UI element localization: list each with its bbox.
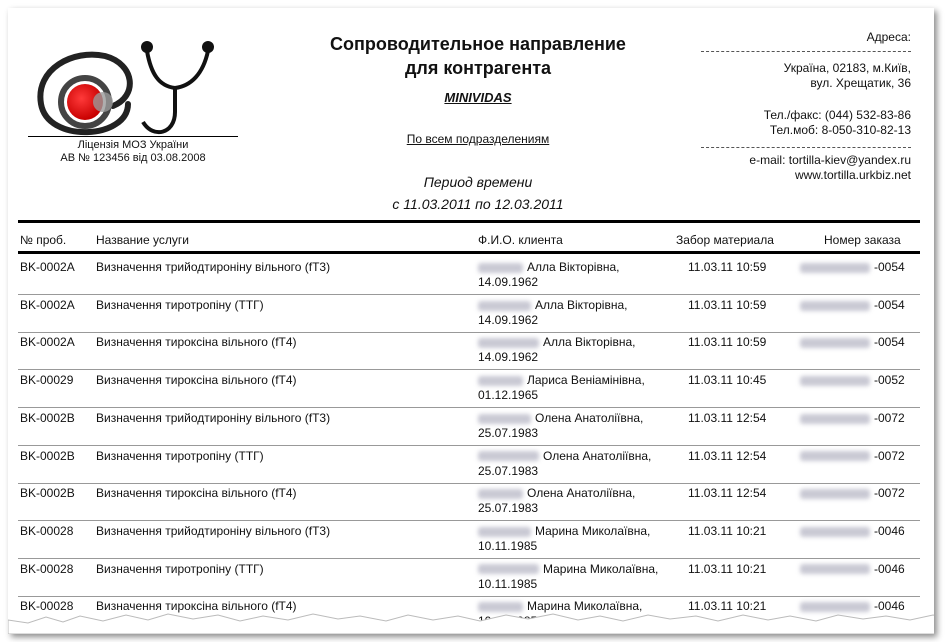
service-name: Визначення трийодтироніну вільного (fT3) bbox=[96, 523, 331, 538]
redacted-order-prefix bbox=[800, 263, 870, 273]
redacted-surname bbox=[478, 301, 531, 311]
order-suffix: -0072 bbox=[874, 486, 905, 501]
order-suffix: -0054 bbox=[874, 260, 905, 274]
client-dob: 10.11.1985 bbox=[478, 576, 538, 591]
order-suffix: -0046 bbox=[874, 561, 905, 576]
service-name: Визначення тироксіна вільного (fT4) bbox=[96, 486, 297, 501]
website: www.tortilla.urkbiz.net bbox=[794, 168, 911, 182]
collection-time: 11.03.11 10:59 bbox=[688, 335, 767, 350]
sample-id: BK-0002B bbox=[20, 486, 75, 501]
service-name: Визначення тиротропіну (ТТГ) bbox=[96, 561, 264, 576]
sample-id: BK-00028 bbox=[20, 561, 74, 576]
collection-time: 11.03.11 10:45 bbox=[688, 373, 767, 388]
license-line2: АВ № 123456 від 03.08.2008 bbox=[60, 152, 206, 164]
collection-time: 11.03.11 12:54 bbox=[688, 410, 767, 425]
redacted-order-prefix bbox=[800, 489, 870, 499]
client-name: Лариса Веніамінівна, bbox=[527, 373, 645, 388]
company-name: MINIVIDAS bbox=[444, 90, 512, 105]
order-suffix: -0046 bbox=[874, 599, 905, 614]
email: e-mail: tortilla-kiev@yandex.ru bbox=[749, 153, 911, 167]
col-sample: № проб. bbox=[20, 233, 67, 247]
redacted-order-prefix bbox=[800, 338, 870, 348]
sample-id: BK-0002A bbox=[20, 297, 75, 312]
col-client: Ф.И.О. клиента bbox=[478, 233, 563, 247]
collection-time: 11.03.11 10:59 bbox=[688, 260, 767, 274]
sample-id: BK-0002A bbox=[20, 260, 75, 274]
client-name: Олена Анатоліївна, bbox=[527, 486, 636, 501]
order-number-cell bbox=[800, 449, 905, 464]
order-number-cell bbox=[800, 298, 905, 313]
sample-id: BK-0002B bbox=[20, 410, 75, 425]
license-divider bbox=[28, 136, 238, 137]
service-name: Визначення тироксіна вільного (fT4) bbox=[96, 599, 297, 614]
header-top-rule bbox=[18, 220, 920, 223]
order-suffix: -0054 bbox=[874, 297, 905, 312]
collection-time: 11.03.11 12:54 bbox=[688, 448, 767, 463]
address-line2: вул. Хрещатик, 36 bbox=[810, 76, 911, 90]
redacted-order-prefix bbox=[800, 301, 870, 311]
table-row bbox=[18, 558, 920, 597]
title-line2: для контрагента bbox=[404, 58, 552, 78]
client-cell bbox=[478, 260, 619, 290]
redacted-order-prefix bbox=[800, 414, 870, 424]
client-name: Марина Миколаївна, bbox=[535, 523, 651, 538]
collection-time: 11.03.11 10:21 bbox=[688, 599, 767, 614]
address-line1: Україна, 02183, м.Київ, bbox=[783, 61, 911, 75]
collection-time: 11.03.11 12:54 bbox=[688, 486, 767, 501]
redacted-order-prefix bbox=[800, 451, 870, 461]
redacted-surname bbox=[478, 414, 531, 424]
client-name: Алла Вікторівна, bbox=[543, 335, 636, 350]
mobile-phone: Тел.моб: 8-050-310-82-13 bbox=[769, 123, 911, 137]
service-name: Визначення трийодтироніну вільного (fT3) bbox=[96, 260, 331, 274]
table-row bbox=[18, 294, 920, 333]
document-title bbox=[258, 32, 698, 80]
redacted-surname bbox=[478, 338, 539, 348]
sample-id: BK-00028 bbox=[20, 599, 74, 614]
order-number-cell bbox=[800, 411, 905, 426]
phone-lines bbox=[764, 108, 911, 138]
order-suffix: -0072 bbox=[874, 410, 905, 425]
service-name: Визначення тироксіна вільного (fT4) bbox=[96, 373, 297, 388]
client-dob: 14.09.1962 bbox=[478, 350, 539, 365]
order-number-cell bbox=[800, 562, 905, 577]
redacted-order-prefix bbox=[800, 376, 870, 386]
client-dob: 25.07.1983 bbox=[478, 501, 539, 516]
online-contacts bbox=[749, 153, 911, 183]
order-number-cell bbox=[800, 486, 905, 501]
address-label: Адреса: bbox=[866, 30, 911, 44]
order-number-cell bbox=[800, 524, 905, 539]
sample-id: BK-00028 bbox=[20, 523, 74, 538]
client-dob: 25.07.1983 bbox=[478, 425, 539, 440]
service-name: Визначення тиротропіну (ТТГ) bbox=[96, 448, 264, 463]
period-block bbox=[258, 171, 698, 215]
client-name: Олена Анатоліївна, bbox=[543, 448, 652, 463]
table-row bbox=[18, 445, 920, 484]
client-name: Алла Вікторівна, bbox=[527, 260, 620, 274]
redacted-surname bbox=[478, 376, 523, 386]
table-row bbox=[18, 256, 920, 295]
collection-time: 11.03.11 10:59 bbox=[688, 297, 767, 312]
report-sheet bbox=[8, 8, 934, 634]
client-name: Марина Миколаївна, bbox=[543, 561, 659, 576]
order-number-cell bbox=[800, 373, 905, 388]
client-cell bbox=[478, 373, 645, 403]
order-suffix: -0054 bbox=[874, 335, 905, 350]
redacted-surname bbox=[478, 527, 531, 537]
client-name: Олена Анатоліївна, bbox=[535, 410, 644, 425]
redacted-surname bbox=[478, 489, 523, 499]
phone: Тел./факс: (044) 532-83-86 bbox=[763, 108, 911, 122]
collection-time: 11.03.11 10:21 bbox=[688, 561, 767, 576]
table-row bbox=[18, 482, 920, 521]
collection-time: 11.03.11 10:21 bbox=[688, 523, 767, 538]
torn-edge bbox=[8, 604, 934, 634]
sample-id: BK-00029 bbox=[20, 373, 74, 388]
client-cell bbox=[478, 562, 658, 592]
order-suffix: -0046 bbox=[874, 523, 905, 538]
title-line1: Сопроводительное направление bbox=[330, 34, 626, 54]
client-dob: 01.12.1965 bbox=[478, 388, 539, 403]
order-suffix: -0072 bbox=[874, 448, 905, 463]
period-range: с 11.03.2011 по 12.03.2011 bbox=[392, 196, 564, 212]
period-label: Период времени bbox=[423, 174, 533, 190]
service-name: Визначення тиротропіну (ТТГ) bbox=[96, 297, 264, 312]
col-time: Забор материала bbox=[676, 233, 774, 247]
redacted-surname bbox=[478, 263, 523, 273]
service-name: Визначення тироксіна вільного (fT4) bbox=[96, 335, 297, 350]
client-cell bbox=[478, 524, 650, 554]
client-cell bbox=[478, 411, 643, 441]
department-filter: По всем подразделениям bbox=[406, 132, 550, 146]
table-row bbox=[18, 369, 920, 408]
client-cell bbox=[478, 298, 627, 328]
client-dob: 25.07.1983 bbox=[478, 463, 539, 478]
col-order: Номер заказа bbox=[824, 233, 901, 247]
sample-id: BK-0002B bbox=[20, 448, 75, 463]
client-dob: 14.09.1962 bbox=[478, 312, 539, 327]
redacted-order-prefix bbox=[800, 564, 870, 574]
license-block bbox=[28, 139, 238, 165]
redacted-surname bbox=[478, 451, 539, 461]
client-cell bbox=[478, 486, 635, 516]
client-dob: 10.11.1985 bbox=[478, 538, 538, 553]
col-service: Название услуги bbox=[96, 233, 189, 247]
client-dob: 14.09.1962 bbox=[478, 275, 539, 289]
license-line1: Ліцензія МОЗ України bbox=[77, 139, 189, 151]
address-lines bbox=[784, 61, 911, 91]
table-row bbox=[18, 331, 920, 370]
client-name: Алла Вікторівна, bbox=[535, 297, 628, 312]
order-number-cell bbox=[800, 260, 905, 275]
table-row bbox=[18, 520, 920, 559]
sample-id: BK-0002A bbox=[20, 335, 75, 350]
client-cell bbox=[478, 335, 635, 365]
order-suffix: -0052 bbox=[874, 373, 905, 388]
contact-divider bbox=[701, 51, 911, 52]
service-name: Визначення трийодтироніну вільного (fT3) bbox=[96, 410, 331, 425]
contact-divider bbox=[701, 147, 911, 148]
header-bottom-rule bbox=[18, 251, 920, 254]
stethoscope-logo-icon bbox=[33, 34, 223, 144]
client-name: Марина Миколаївна, bbox=[527, 599, 643, 614]
table-row bbox=[18, 407, 920, 446]
redacted-surname bbox=[478, 564, 539, 574]
client-cell bbox=[478, 449, 651, 479]
redacted-order-prefix bbox=[800, 527, 870, 537]
order-number-cell bbox=[800, 335, 905, 350]
